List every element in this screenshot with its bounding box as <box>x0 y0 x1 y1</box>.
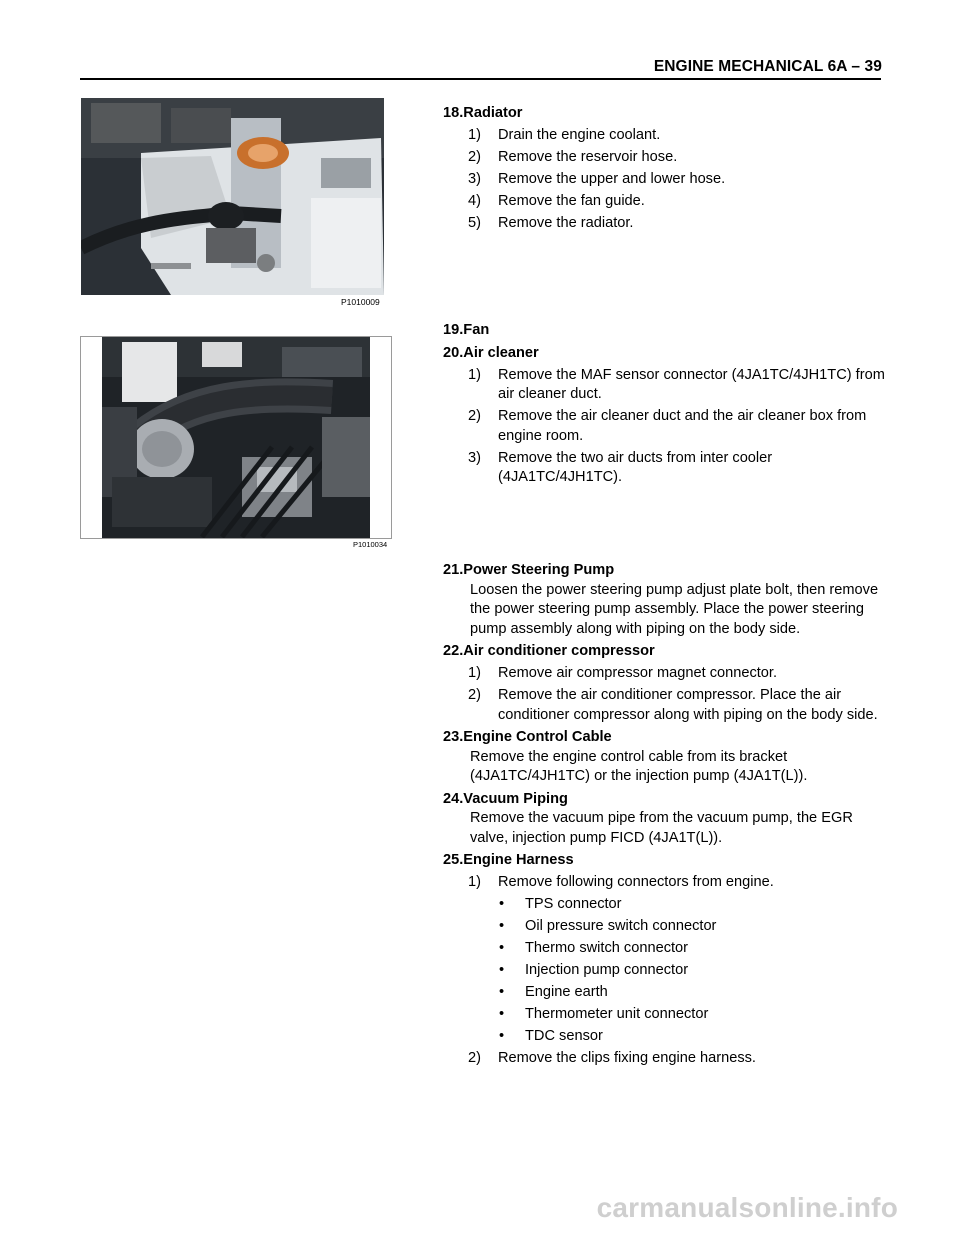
step-text: Remove the MAF sensor connector (4JA1TC/4JH1TC) from air cleaner duct. <box>498 366 885 402</box>
bullet-text: TDC sensor <box>525 1028 603 1044</box>
step-text: Remove the air cleaner duct and the air cleaner box from engine room. <box>498 408 867 444</box>
step-text: Remove the clips fixing engine harness. <box>498 1050 756 1066</box>
figure-id-label: P1010034 <box>353 540 388 549</box>
step-number: 3) <box>468 171 481 187</box>
section-title: 18.Radiator <box>443 105 523 121</box>
paragraph: Remove the engine control cable from its bracket (4JA1TC/4JH1TC) or the injection pump (4JA1T(L)). <box>470 748 808 784</box>
step-item <box>468 148 888 168</box>
step-item <box>468 170 888 190</box>
section-radiator <box>443 101 888 234</box>
step-number: 2) <box>468 1050 481 1066</box>
step-text: Remove air compressor magnet connector. <box>498 665 778 681</box>
step-item <box>468 192 888 212</box>
bullet-item <box>499 1027 888 1047</box>
step-number: 2) <box>468 408 481 424</box>
radiator-photo-icon <box>81 98 384 295</box>
bullet-item <box>499 917 888 937</box>
bullet-icon: • <box>499 1006 505 1022</box>
bullet-item <box>499 939 888 959</box>
step-text: Remove the two air ducts from inter cooler (4JA1TC/4JH1TC). <box>498 449 773 485</box>
step-number: 2) <box>468 687 481 703</box>
bullet-icon: • <box>499 896 505 912</box>
bullet-text: Oil pressure switch connector <box>525 918 717 934</box>
bullet-text: Injection pump connector <box>525 962 689 978</box>
bullet-icon: • <box>499 1028 505 1044</box>
step-item <box>468 873 888 893</box>
bullet-item <box>499 1005 888 1025</box>
step-number: 1) <box>468 127 481 143</box>
step-item <box>468 1049 888 1069</box>
step-item <box>468 664 888 684</box>
step-number: 4) <box>468 193 481 209</box>
header-rule <box>80 78 881 80</box>
step-item <box>468 449 888 488</box>
bullet-text: TPS connector <box>525 896 622 912</box>
bullet-icon: • <box>499 962 505 978</box>
radiator-photo <box>81 98 384 295</box>
step-item <box>468 407 888 446</box>
air-cleaner-photo-icon <box>102 337 370 538</box>
section-remaining <box>443 558 888 1069</box>
paragraph: Loosen the power steering pump adjust plate bolt, then remove the power steering pump assembly. Place the power steering pump assembly along with piping on the body side. <box>470 581 879 637</box>
section-fan-air-cleaner <box>443 318 888 488</box>
figure-id-label: P1010009 <box>341 297 380 307</box>
section-title: 23.Engine Control Cable <box>443 729 612 745</box>
step-text: Remove the radiator. <box>498 215 634 231</box>
page-header: ENGINE MECHANICAL 6A – 39 <box>653 58 882 75</box>
step-item <box>468 214 888 234</box>
step-text: Remove the reservoir hose. <box>498 149 678 165</box>
section-title: 25.Engine Harness <box>443 852 574 868</box>
step-text: Remove following connectors from engine. <box>498 874 774 890</box>
step-number: 1) <box>468 366 481 383</box>
step-number: 5) <box>468 215 481 231</box>
bullet-item <box>499 961 888 981</box>
step-item <box>468 366 888 405</box>
bullet-item <box>499 895 888 915</box>
bullet-text: Engine earth <box>525 984 608 1000</box>
paragraph: Remove the vacuum pipe from the vacuum pump, the EGR valve, injection pump FICD (4JA1T(L)). <box>470 810 853 846</box>
step-number: 3) <box>468 449 481 466</box>
step-text: Remove the fan guide. <box>498 193 645 209</box>
step-number: 1) <box>468 665 481 681</box>
step-number: 1) <box>468 874 481 890</box>
section-title: 21.Power Steering Pump <box>443 562 615 578</box>
bullet-icon: • <box>499 940 505 956</box>
bullet-text: Thermo switch connector <box>525 940 689 956</box>
step-number: 2) <box>468 149 481 165</box>
bullet-text: Thermometer unit connector <box>525 1006 709 1022</box>
bullet-icon: • <box>499 984 505 1000</box>
section-title: 24.Vacuum Piping <box>443 790 568 807</box>
step-text: Drain the engine coolant. <box>498 127 661 143</box>
bullet-item <box>499 983 888 1003</box>
step-item <box>468 686 888 725</box>
step-text: Remove the upper and lower hose. <box>498 171 726 187</box>
step-text: Remove the air conditioner compressor. Place the air conditioner compressor along with piping on the body side. <box>498 687 878 723</box>
section-title: 20.Air cleaner <box>443 344 539 361</box>
step-item <box>468 126 888 146</box>
section-title: 19.Fan <box>443 322 490 338</box>
bullet-icon: • <box>499 918 505 934</box>
section-title: 22.Air conditioner compressor <box>443 643 655 659</box>
air-cleaner-photo <box>102 337 370 538</box>
watermark: carmanualsonline.info <box>596 1192 898 1223</box>
